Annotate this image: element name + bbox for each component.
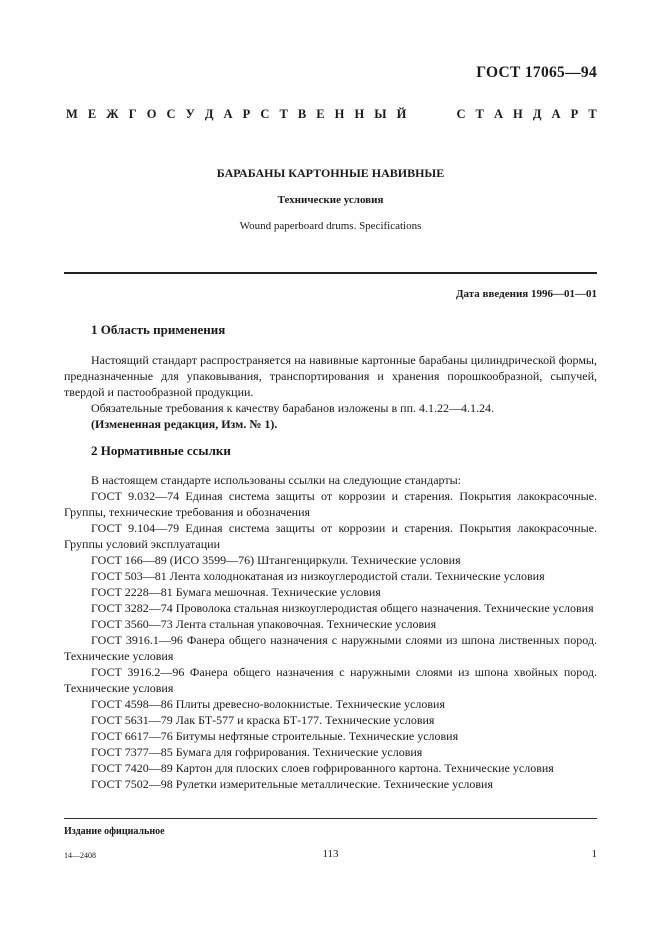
banner-letter: Н [334,107,345,121]
page-number: 113 [322,848,339,860]
title-divider [64,272,597,274]
banner-letter: Р [570,107,579,121]
banner-letter: Ж [106,107,119,121]
banner-letter: С [166,107,176,121]
standard-type-banner [66,107,597,122]
paragraph: В настоящем стандарте использованы ссылки на следующие стандарты: [91,473,462,487]
banner-spacer [416,107,446,122]
reference-item: ГОСТ 7502—98 Рулетки измерительные металлические. Технические условия [91,777,493,791]
english-title: Wound paperboard drums. Specifications [239,220,422,232]
banner-letter: С [260,107,270,121]
reference-item: ГОСТ 4598—86 Плиты древесно-волокнистые. Технические условия [91,697,445,711]
banner-letter: Д [204,107,214,121]
banner-letter: О [146,107,157,121]
banner-letter: Н [354,107,365,121]
reference-item: ГОСТ 166—89 (ИСО 3599—76) Штангенциркули. Технические условия [91,553,461,567]
section-2-body [64,472,597,792]
reference-item: ГОСТ 3282—74 Проволока стальная низкоуглеродистая общего назначения. Технические условия [91,601,594,615]
footer-divider [64,818,597,819]
reference-item: ГОСТ 6617—76 Битумы нефтяные строительные. Технические условия [91,729,459,743]
banner-letter: Д [532,107,542,121]
banner-letter: С [456,107,466,121]
section-1-body [64,352,597,432]
banner-letter: А [493,107,503,121]
document-subtitle: Технические условия [277,194,384,206]
banner-letter: М [66,107,78,121]
reference-item: ГОСТ 7377—85 Бумага для гофрирования. Технические условия [91,745,423,759]
section-1-heading: 1 Область применения [91,322,226,337]
reference-item: ГОСТ 5631—79 Лак БТ-577 и краска БТ-177. Технические условия [91,713,435,727]
banner-letter: Р [242,107,251,121]
sheet-number: 1 [591,848,597,860]
paragraph: Обязательные требования к качеству барабанов изложены в пп. 4.1.22—4.1.24. [91,401,495,415]
introduction-date: Дата введения 1996—01—01 [455,288,597,300]
banner-letter: У [185,107,195,121]
document-title: БАРАБАНЫ КАРТОННЫЕ НАВИВНЫЕ [216,166,445,180]
banner-letter: А [551,107,561,121]
reference-item: ГОСТ 7420—89 Картон для плоских слоев гофрированного картона. Технические условия [91,761,554,775]
banner-letter: В [297,107,307,121]
document-number: ГОСТ 17065—94 [476,64,597,81]
print-code: 14—2408 [64,851,96,860]
reference-item: ГОСТ 2228—81 Бумага мешочная. Технические условия [91,585,381,599]
banner-letter: А [223,107,233,121]
banner-letter: Ы [374,107,387,121]
reference-item: ГОСТ 3916.1—96 Фанера общего назначения с наружными слоями из шпона лиственных пород. Технические условия [64,633,597,663]
banner-letter: Т [475,107,484,121]
reference-item: ГОСТ 503—81 Лента холоднокатаная из низкоуглеродистой стали. Технические условия [91,569,545,583]
banner-letter: Т [588,107,597,121]
edition-label: Издание официальное [64,826,165,837]
reference-item: ГОСТ 9.032—74 Единая система защиты от коррозии и старения. Покрытия лакокрасочные. Группы, технические требования и обозначения [64,489,597,519]
reference-item: ГОСТ 3560—73 Лента стальная упаковочная. Технические условия [91,617,437,631]
banner-letter: Т [279,107,288,121]
paragraph: Настоящий стандарт распространяется на навивные картонные барабаны цилиндрической формы, предназначенные для упаковывания, транспортирования и хранения порошкообразной, сыпучей, твердой и пастообразной продукции. [64,353,597,399]
banner-letter: Н [513,107,523,121]
banner-letter: Й [396,107,407,121]
banner-letter: Е [87,107,97,121]
banner-letter: Е [316,107,325,121]
reference-item: ГОСТ 9.104—79 Единая система защиты от коррозии и старения. Покрытия лакокрасочные. Группы условий эксплуатации [64,521,597,551]
banner-letter: Г [128,107,137,121]
reference-item: ГОСТ 3916.2—96 Фанера общего назначения с наружными слоями из шпона хвойных пород. Технические условия [64,665,597,695]
section-2-heading: 2 Нормативные ссылки [91,443,231,458]
amendment-note: (Измененная редакция, Изм. № 1). [91,417,278,431]
